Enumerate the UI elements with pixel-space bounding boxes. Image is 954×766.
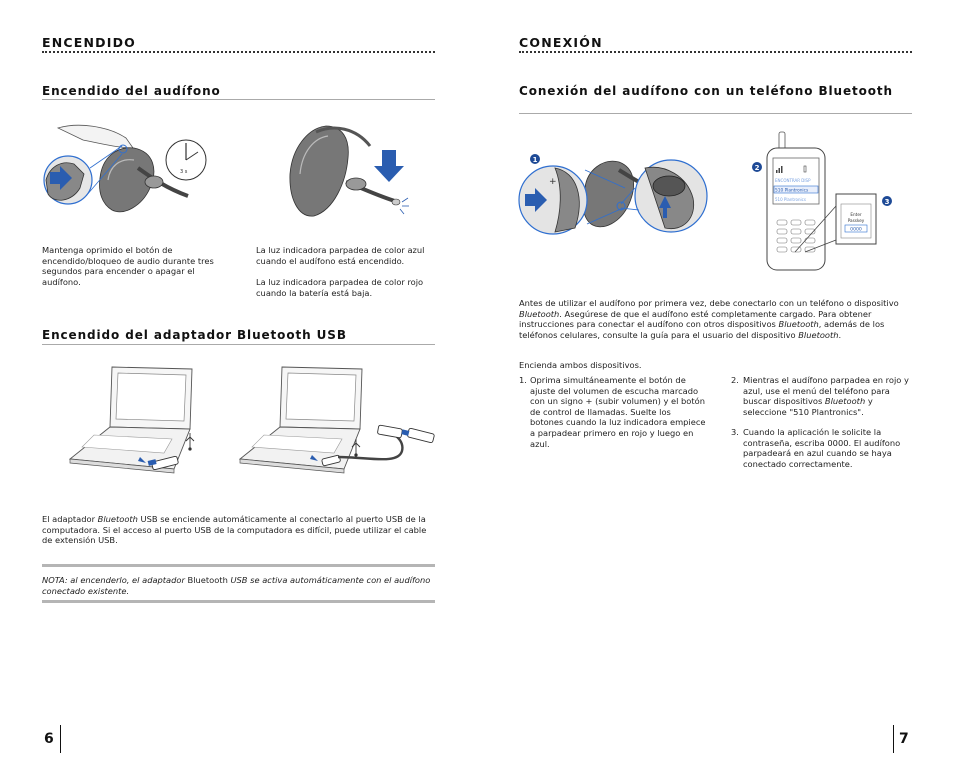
popup-line-1: Enter — [850, 212, 862, 217]
step-1-number: 1. — [519, 375, 527, 385]
page-number-right: 7 — [899, 731, 909, 747]
step-2-number: 2. — [731, 375, 739, 385]
usb-adapter-text: El adaptador Bluetooth USB se enciende automáticamente al conectarlo al puerto USB de la computadora. Si el acceso al puerto USB de la computadora es difícil, puede utilizar el cable de extensión USB. — [42, 514, 427, 546]
heading-headset-power: Encendido del audífono — [42, 84, 221, 98]
step-3-text: Cuando la aplicación le solicite la contraseña, escriba 0000. El audífono parpadeará en azul cuando se haya conectado correctamente. — [743, 427, 901, 469]
headset-press-illustration — [38, 118, 218, 228]
note-top-bar — [42, 564, 435, 567]
phone-menu-selected: 510 Plantronics — [775, 188, 809, 194]
popup-passkey: 0000 — [850, 227, 862, 233]
heading-pairing: Conexión del audífono con un teléfono Bluetooth — [519, 84, 893, 98]
step-2-text: Mientras el audífono parpadea en rojo y azul, use el menú del teléfono para buscar dispositivos Bluetooth y seleccione "510 Plantronics". — [743, 375, 909, 417]
pairing-intro-text: Antes de utilizar el audífono por primera vez, debe conectarlo con un teléfono o dispositivo Bluetooth. Asegúrese de que el audífono esté completamente cargado. Para obtener instrucciones para conectar el audífono con otros dispositivos Bluetooth, además de los teléfonos celulares, consulte la guía para el usuario del dispositivo Bluetooth. — [519, 298, 899, 340]
step-1-badge: 1 — [532, 156, 538, 164]
pairing-illustration — [515, 128, 915, 274]
turn-on-devices: Encienda ambos dispositivos. — [519, 360, 642, 370]
page-number-divider — [60, 725, 61, 753]
page-number-divider — [893, 725, 894, 753]
page-number-left: 6 — [44, 731, 54, 747]
note-text: NOTA: al encenderlo, el adaptador Bluetooth USB se activa automáticamente con el audífono conectado existente. — [42, 575, 431, 596]
heading-usb-power: Encendido del adaptador Bluetooth USB — [42, 328, 347, 342]
phone-menu-title: ENCONTRAR DISP — [775, 178, 811, 183]
step-2-badge: 2 — [754, 164, 760, 172]
section-title-encendido: ENCENDIDO — [42, 35, 137, 50]
headset-light-illustration — [286, 118, 416, 228]
note-bottom-bar — [42, 600, 435, 603]
section-title-conexion: CONEXIÓN — [519, 35, 603, 50]
laptop-usb-illustration — [68, 365, 208, 485]
heading-rule — [519, 113, 912, 114]
heading-rule — [42, 99, 435, 100]
section-dotted-rule — [42, 51, 435, 53]
svg-text:+: + — [549, 177, 557, 187]
laptop-cable-illustration — [238, 365, 438, 485]
section-dotted-rule — [519, 51, 912, 53]
step-3-badge: 3 — [884, 198, 890, 206]
phone-menu-item: 510 Plantronics — [775, 197, 806, 202]
step-1-text: Oprima simultáneamente el botón de ajuste del volumen de escucha marcado con un signo + (subir volumen) y el botón de control de llamadas. Suelte los botones cuando la luz indicadora empiece a parpadear primero en rojo y luego en azul. — [530, 375, 706, 449]
caption-red-light: La luz indicadora parpadea de color rojo cuando la batería está baja. — [256, 277, 424, 298]
caption-blue-light: La luz indicadora parpadea de color azul cuando el audífono está encendido. — [256, 245, 425, 266]
heading-rule — [42, 344, 435, 345]
popup-line-2: Passkey — [847, 218, 865, 223]
caption-hold-button: Mantenga oprimido el botón de encendido/bloqueo de audio durante tres segundos para encender o apagar el audífono. — [42, 245, 214, 287]
clock-label: 3 s — [180, 169, 188, 175]
step-3-number: 3. — [731, 427, 739, 437]
